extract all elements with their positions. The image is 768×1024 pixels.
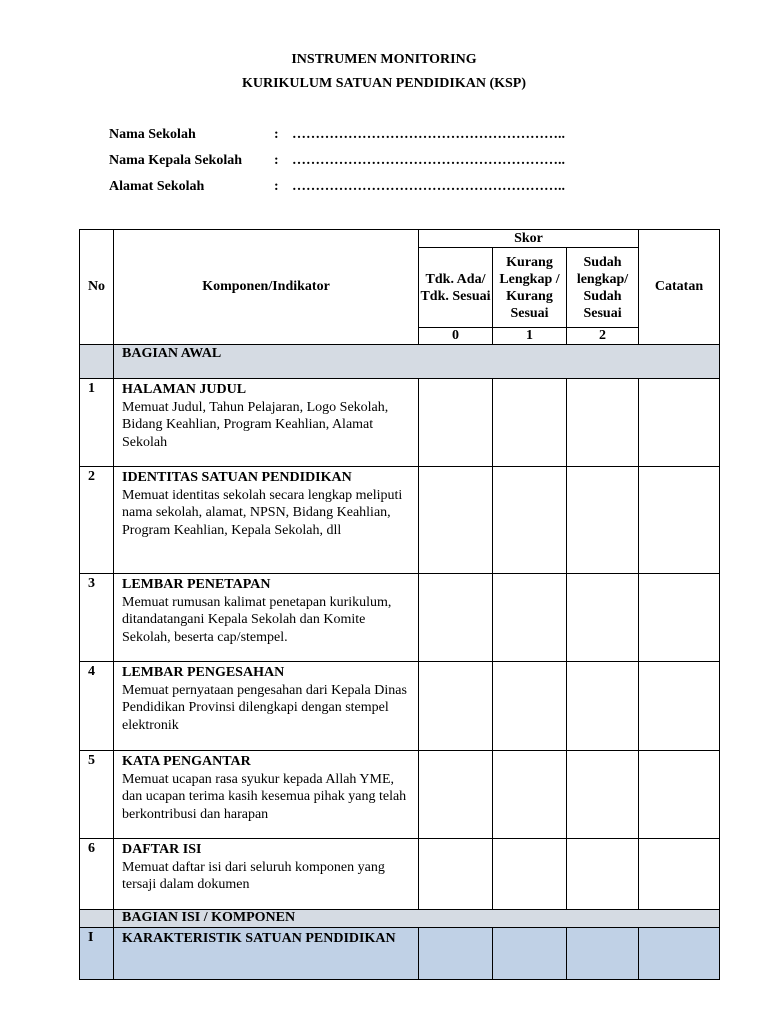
score-1-cell[interactable] <box>493 574 567 662</box>
row-component <box>114 662 419 751</box>
row-description: Memuat pernyataan pengesahan dari Kepala Dinas Pendidikan Provinsi dilengkapi dengan stempel elektronik <box>122 682 407 733</box>
score-2-cell[interactable] <box>567 662 639 751</box>
score-2-cell[interactable] <box>567 928 639 980</box>
score-1-cell[interactable] <box>493 751 567 839</box>
row-component <box>114 751 419 839</box>
principal-name-colon: : <box>274 153 279 168</box>
row-description: Memuat ucapan rasa syukur kepada Allah YME, dan ucapan terima kasih kesemua pihak yang telah berkontribusi dan harapan <box>122 771 407 822</box>
school-name-colon: : <box>274 127 279 142</box>
notes-cell[interactable] <box>639 574 720 662</box>
table-row <box>80 662 720 751</box>
document-subtitle: KURIKULUM SATUAN PENDIDIKAN (KSP) <box>241 76 527 91</box>
score-1-cell[interactable] <box>493 379 567 467</box>
row-component <box>114 839 419 910</box>
score-0-cell[interactable] <box>419 928 493 980</box>
row-component <box>114 574 419 662</box>
notes-cell[interactable] <box>639 928 720 980</box>
monitoring-table <box>79 229 720 980</box>
score-option-1-value: 1 <box>493 328 567 345</box>
table-row <box>80 839 720 910</box>
row-number: 1 <box>80 379 114 467</box>
row-title: LEMBAR PENETAPAN <box>122 577 271 592</box>
row-number: 6 <box>80 839 114 910</box>
score-2-cell[interactable] <box>567 467 639 574</box>
row-description: Memuat Judul, Tahun Pelajaran, Logo Sekolah, Bidang Keahlian, Program Keahlian, Alamat Sekolah <box>122 399 389 450</box>
section-row-isi <box>80 910 720 928</box>
row-number: 3 <box>80 574 114 662</box>
row-number: 4 <box>80 662 114 751</box>
row-description: Memuat daftar isi dari seluruh komponen yang tersaji dalam dokumen <box>122 859 385 892</box>
row-number: 5 <box>80 751 114 839</box>
notes-cell[interactable] <box>639 379 720 467</box>
school-address-label: Alamat Sekolah <box>109 179 205 194</box>
score-option-2-value: 2 <box>567 328 639 345</box>
col-header-component: Komponen/Indikator <box>114 230 419 345</box>
row-title: DAFTAR ISI <box>122 842 202 857</box>
section-row-awal <box>80 345 720 379</box>
row-title: LEMBAR PENGESAHAN <box>122 665 285 680</box>
table-row <box>80 467 720 574</box>
notes-cell[interactable] <box>639 839 720 910</box>
subsection-title: KARAKTERISTIK SATUAN PENDIDIKAN <box>122 931 396 946</box>
score-option-0-value: 0 <box>419 328 493 345</box>
row-description: Memuat identitas sekolah secara lengkap meliputi nama sekolah, alamat, NPSN, Bidang Keahlian, Program Keahlian, Kepala Sekolah, dll <box>122 487 403 538</box>
score-0-cell[interactable] <box>419 839 493 910</box>
notes-cell[interactable] <box>639 662 720 751</box>
score-2-cell[interactable] <box>567 379 639 467</box>
row-title: KATA PENGANTAR <box>122 754 251 769</box>
document-title: INSTRUMEN MONITORING <box>291 52 477 67</box>
score-1-cell[interactable] <box>493 839 567 910</box>
score-0-cell[interactable] <box>419 751 493 839</box>
table-row <box>80 574 720 662</box>
row-description: Memuat rumusan kalimat penetapan kurikulum, ditandatangani Kepala Sekolah dan Komite Sekolah, beserta cap/stempel. <box>122 594 392 645</box>
row-component <box>114 467 419 574</box>
subsection-component <box>114 928 419 980</box>
notes-cell[interactable] <box>639 751 720 839</box>
score-0-cell[interactable] <box>419 379 493 467</box>
notes-cell[interactable] <box>639 467 720 574</box>
principal-name-field[interactable]: ………………………………………………….. <box>292 153 565 168</box>
section-label-isi: BAGIAN ISI / KOMPONEN <box>114 910 720 928</box>
row-title: IDENTITAS SATUAN PENDIDIKAN <box>122 470 352 485</box>
table-row <box>80 751 720 839</box>
school-address-colon: : <box>274 179 279 194</box>
school-name-field[interactable]: ………………………………………………….. <box>292 127 565 142</box>
score-2-cell[interactable] <box>567 751 639 839</box>
principal-name-label: Nama Kepala Sekolah <box>109 153 243 168</box>
section-label-awal: BAGIAN AWAL <box>114 345 720 379</box>
row-title: HALAMAN JUDUL <box>122 382 247 397</box>
row-number: 2 <box>80 467 114 574</box>
subsection-row <box>80 928 720 980</box>
score-1-cell[interactable] <box>493 662 567 751</box>
col-header-score: Skor <box>419 230 639 248</box>
score-2-cell[interactable] <box>567 574 639 662</box>
score-1-cell[interactable] <box>493 928 567 980</box>
score-1-cell[interactable] <box>493 467 567 574</box>
col-header-notes: Catatan <box>639 230 720 345</box>
score-0-cell[interactable] <box>419 467 493 574</box>
score-option-0-label: Tdk. Ada/ Tdk. Sesuai <box>419 248 493 328</box>
col-header-no: No <box>80 230 114 345</box>
subsection-number: I <box>80 928 114 980</box>
table-row <box>80 379 720 467</box>
score-2-cell[interactable] <box>567 839 639 910</box>
score-option-1-label: Kurang Lengkap / Kurang Sesuai <box>493 248 567 328</box>
row-component <box>114 379 419 467</box>
school-name-label: Nama Sekolah <box>109 127 196 142</box>
score-0-cell[interactable] <box>419 662 493 751</box>
score-option-2-label: Sudah lengkap/ Sudah Sesuai <box>567 248 639 328</box>
school-address-field[interactable]: ………………………………………………….. <box>292 179 565 194</box>
score-0-cell[interactable] <box>419 574 493 662</box>
